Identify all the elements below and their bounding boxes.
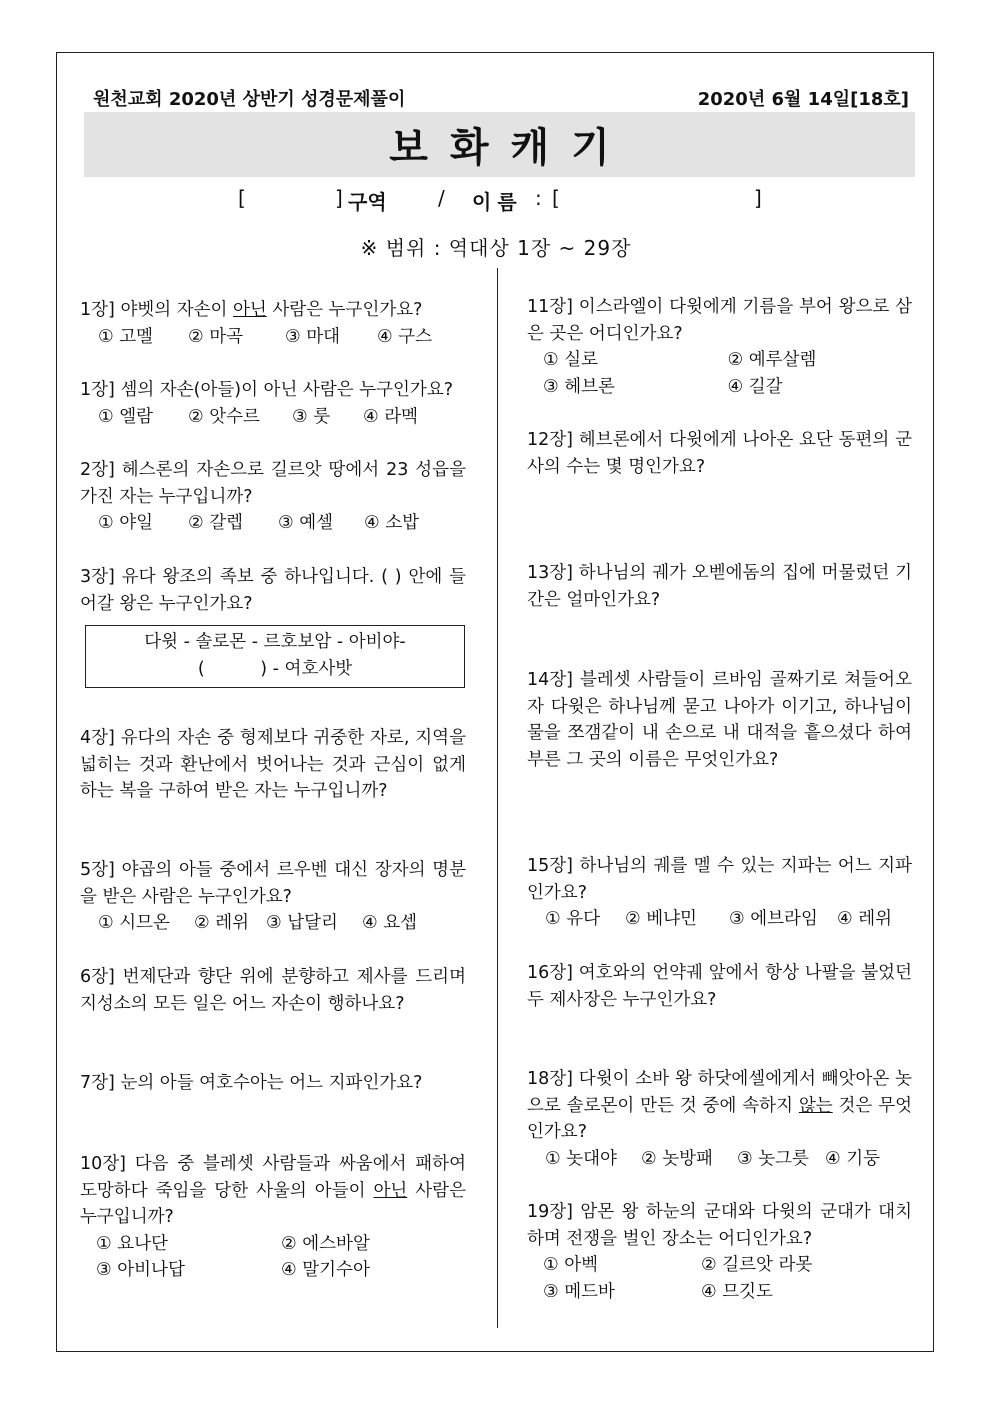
option[interactable]: ① 엘람 (98, 406, 154, 427)
option[interactable]: ① 요나단 (96, 1233, 168, 1254)
question-ch18: 18장] 다윗이 소바 왕 하닷에셀에게서 빼앗아온 놋으로 솔로몬이 만든 것 중에 속하지 않는 것은 무엇인가요? ① 놋대야 ② 놋방패 ③ 놋그릇 ④ 기둥 (527, 1066, 912, 1172)
option[interactable]: ① 유다 (545, 909, 601, 929)
option[interactable]: ② 베냐민 (625, 909, 697, 929)
page-title: 보화캐기 (389, 125, 632, 171)
title-band (84, 112, 915, 177)
question-ch1-b: 1장] 셈의 자손(아들)이 아닌 사람은 누구인가요? ① 엘람 ② 앗수르 ③ 룻 ④ 라멕 (80, 377, 466, 430)
header-date-issue: 2020년 6월 14일[18호] (697, 89, 909, 110)
option[interactable]: ③ 납달리 (266, 913, 338, 933)
option[interactable]: ① 시므온 (98, 913, 170, 933)
question-ch7: 7장] 눈의 아들 여호수아는 어느 지파인가요? (80, 1073, 423, 1093)
options (98, 910, 466, 937)
option[interactable]: ④ 기둥 (825, 1148, 881, 1169)
genealogy-box (85, 625, 465, 688)
option[interactable]: ③ 마대 (285, 326, 341, 347)
option[interactable]: ② 갈렙 (188, 513, 244, 533)
options (543, 1252, 912, 1305)
question-ch10: 10장] 다음 중 블레셋 사람들과 싸움에서 패하여 도망하다 죽임을 당한 사울의 아들이 아닌 사람은 누구입니까? ① 요나단 ② 에스바알 ③ 아비나답 ④ 말기수아 (80, 1151, 466, 1284)
question-ch12: 12장] 헤브론에서 다윗에게 나아온 요단 동편의 군사의 수는 몇 명인가요? (527, 430, 912, 477)
option[interactable]: ④ 라멕 (363, 406, 419, 427)
question-ch3: 3장] 유다 왕조의 족보 중 하나입니다. ( ) 안에 들어갈 왕은 누구인가요? (80, 567, 466, 614)
question-ch14: 14장] 블레셋 사람들이 르바임 골짜기로 쳐들어오자 다윗은 하나님께 묻고 나아가 이기고, 하나님이 물을 쪼갬같이 내 손으로 내 대적을 흩으셨다 하여 부른 그 곳의 이름은 무엇인가요? (527, 670, 912, 770)
question-ch11: 11장] 이스라엘이 다윗에게 기름을 부어 왕으로 삼은 곳은 어디인가요? ① 실로 ② 예루살렘 ③ 헤브론 ④ 길갈 (527, 294, 912, 400)
question-ch16: 16장] 여호와의 언약궤 앞에서 항상 나팔을 불었던 두 제사장은 누구인가요? (527, 963, 912, 1010)
genealogy-line-2: ( ) - 여호사밧 (197, 659, 353, 679)
option[interactable]: ① 실로 (543, 350, 599, 370)
options (98, 404, 466, 431)
option[interactable]: ① 놋대야 (545, 1148, 617, 1169)
question-ch6: 6장] 번제단과 향단 위에 분향하고 제사를 드리며 지성소의 모든 일은 어느 자손이 행하나요? (80, 967, 466, 1014)
option[interactable]: ③ 예셀 (278, 513, 334, 533)
option[interactable]: ③ 아비나답 (96, 1260, 185, 1280)
option[interactable]: ③ 놋그릇 (737, 1148, 809, 1169)
genealogy-line-1: 다윗 - 솔로몬 - 르호보암 - 아비야- (144, 632, 406, 652)
option[interactable]: ① 야일 (98, 513, 154, 533)
option[interactable]: ② 길르앗 라못 (701, 1255, 813, 1275)
option[interactable]: ③ 헤브론 (543, 376, 615, 397)
option[interactable]: ④ 레위 (837, 909, 893, 929)
question-ch5: 5장] 야곱의 아들 중에서 르우벤 대신 장자의 명분을 받은 사람은 누구인가요? ① 시므온 ② 레위 ③ 납달리 ④ 요셉 (80, 857, 466, 937)
options (98, 324, 466, 351)
option[interactable]: ① 고멜 (98, 326, 154, 347)
option[interactable]: ② 앗수르 (188, 406, 260, 427)
question-ch15: 15장] 하나님의 궤를 멜 수 있는 지파는 어느 지파인가요? ① 유다 ② 베냐민 ③ 에브라임 ④ 레위 (527, 853, 912, 933)
options (543, 347, 912, 400)
option[interactable]: ② 마곡 (188, 326, 244, 347)
options (96, 1231, 466, 1284)
options (545, 1146, 912, 1173)
option[interactable]: ④ 소밥 (364, 513, 420, 533)
option[interactable]: ② 놋방패 (641, 1148, 713, 1169)
option[interactable]: ④ 길갈 (727, 376, 783, 397)
option[interactable]: ③ 룻 (292, 406, 331, 427)
question-ch2: 2장] 헤스론의 자손으로 길르앗 땅에서 23 성읍을 가진 자는 누구입니까? ① 야일 ② 갈렙 ③ 예셀 ④ 소밥 (80, 457, 466, 537)
name-bracket-open: [ (552, 186, 560, 210)
option[interactable]: ③ 에브라임 (729, 909, 818, 929)
option[interactable]: ② 에스바알 (281, 1233, 370, 1254)
option[interactable]: ③ 메드바 (543, 1281, 615, 1302)
option[interactable]: ④ 요셉 (362, 913, 418, 933)
name-label: 이름 (472, 190, 523, 214)
option[interactable]: ④ 구스 (377, 326, 433, 347)
district-bracket-open: [ (238, 186, 246, 210)
options (545, 906, 912, 933)
header-church-title: 원천교회 2020년 상반기 성경문제풀이 (93, 89, 406, 110)
column-divider (497, 268, 498, 1328)
question-ch19: 19장] 암몬 왕 하눈의 군대와 다윗의 군대가 대치하며 전쟁을 벌인 장소는 어디인가요? ① 아벡 ② 길르앗 라못 ③ 메드바 ④ 므깃도 (527, 1199, 912, 1305)
option[interactable]: ② 레위 (194, 913, 250, 933)
question-ch13: 13장] 하나님의 궤가 오벧에돔의 집에 머물렀던 기간은 얼마인가요? (527, 563, 912, 610)
district-label: 구역 (348, 190, 387, 214)
question-ch1-a: 1장] 야벳의 자손이 아닌 사람은 누구인가요? ① 고멜 ② 마곡 ③ 마대 ④ 구스 (80, 297, 466, 350)
name-bracket-close: ] (754, 186, 762, 210)
option[interactable]: ④ 므깃도 (701, 1281, 773, 1302)
question-ch4: 4장] 유다의 자손 중 형제보다 귀중한 자로, 지역을 넓히는 것과 환난에서 벗어나는 것과 근심이 없게 하는 복을 구하여 받은 자는 누구입니까? (80, 728, 466, 801)
separator-slash: / (438, 186, 445, 210)
option[interactable]: ② 예루살렘 (727, 350, 817, 370)
option[interactable]: ① 아벡 (543, 1255, 599, 1275)
options (98, 510, 466, 537)
name-colon: : (535, 186, 542, 210)
option[interactable]: ④ 말기수아 (281, 1260, 370, 1280)
district-bracket-close: ] (335, 186, 343, 210)
scope-range: ※ 범위 : 역대상 1장 ~ 29장 (360, 236, 632, 260)
